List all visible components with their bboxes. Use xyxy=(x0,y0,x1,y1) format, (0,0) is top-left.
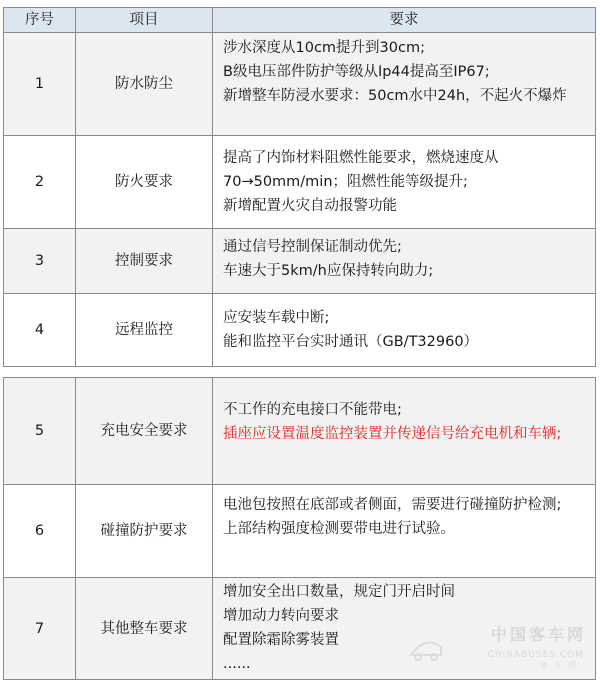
table-row xyxy=(4,294,596,367)
requirement-line-highlighted: 插座应设置温度监控装置并传递信号给充电机和车辆; xyxy=(223,426,562,442)
requirement-line: 通过信号控制保证制动优先; xyxy=(223,239,402,255)
row-number: 4 xyxy=(4,294,76,367)
requirement-line: 应安装车载中断; xyxy=(223,310,330,326)
table-header-row xyxy=(4,8,596,33)
requirement-line: B级电压部件防护等级从Ip44提高至IP67; xyxy=(223,64,490,80)
header-serial-number: 序号 xyxy=(4,8,76,33)
header-item: 项目 xyxy=(76,8,213,33)
row-requirement xyxy=(213,229,596,294)
row-requirement xyxy=(213,294,596,367)
row-item: 远程监控 xyxy=(76,294,213,367)
row-item: 其他整车要求 xyxy=(76,578,213,680)
requirement-line: 增加动力转向要求 xyxy=(223,608,339,624)
requirement-line: 不工作的充电接口不能带电; xyxy=(223,402,402,418)
requirement-line: 能和监控平台实时通讯（GB/T32960） xyxy=(223,334,479,350)
row-number: 7 xyxy=(4,578,76,680)
row-item: 控制要求 xyxy=(76,229,213,294)
watermark-name: 中国客车网 xyxy=(490,625,586,644)
table-row xyxy=(4,33,596,136)
requirement-line: 配置除霜除雾装置 xyxy=(223,632,339,648)
requirement-line: 新增整车防浸水要求：50cm水中24h，不起火不爆炸 xyxy=(223,88,567,104)
table-row xyxy=(4,229,596,294)
row-item: 碰撞防护要求 xyxy=(76,485,213,578)
watermark-url: CHINABUSES.COM xyxy=(487,650,584,660)
row-requirement xyxy=(213,136,596,229)
row-number: 1 xyxy=(4,33,76,136)
watermark xyxy=(394,623,594,675)
row-item: 充电安全要求 xyxy=(76,378,213,485)
bus-logo-icon xyxy=(408,633,444,663)
row-requirement xyxy=(213,485,596,578)
requirement-line: 电池包按照在底部或者侧面，需要进行碰撞防护检测; xyxy=(223,497,562,513)
row-requirement xyxy=(213,33,596,136)
requirement-line: 上部结构强度检测要带电进行试验。 xyxy=(223,521,455,537)
requirement-line: 增加安全出口数量，规定门开启时间 xyxy=(223,584,455,600)
row-requirement xyxy=(213,378,596,485)
row-number: 3 xyxy=(4,229,76,294)
table-row xyxy=(4,485,596,578)
requirement-line: 提高了内饰材料阻燃性能要求，燃烧速度从70→50mm/min；阻燃性能等级提升; xyxy=(223,150,499,190)
row-item: 防火要求 xyxy=(76,136,213,229)
row-number: 5 xyxy=(4,378,76,485)
watermark-subtitle: 客车网 xyxy=(540,661,582,670)
row-item: 防水防尘 xyxy=(76,33,213,136)
requirement-line: 车速大于5km/h应保持转向助力; xyxy=(223,263,434,279)
header-requirement: 要求 xyxy=(213,8,596,33)
table-row xyxy=(4,136,596,229)
row-number: 6 xyxy=(4,485,76,578)
requirements-table-top xyxy=(3,7,596,367)
row-number: 2 xyxy=(4,136,76,229)
requirement-line: 涉水深度从10cm提升到30cm; xyxy=(223,40,425,56)
requirement-line: ...... xyxy=(223,656,251,672)
table-row xyxy=(4,378,596,485)
requirement-line: 新增配置火灾自动报警功能 xyxy=(223,198,397,214)
